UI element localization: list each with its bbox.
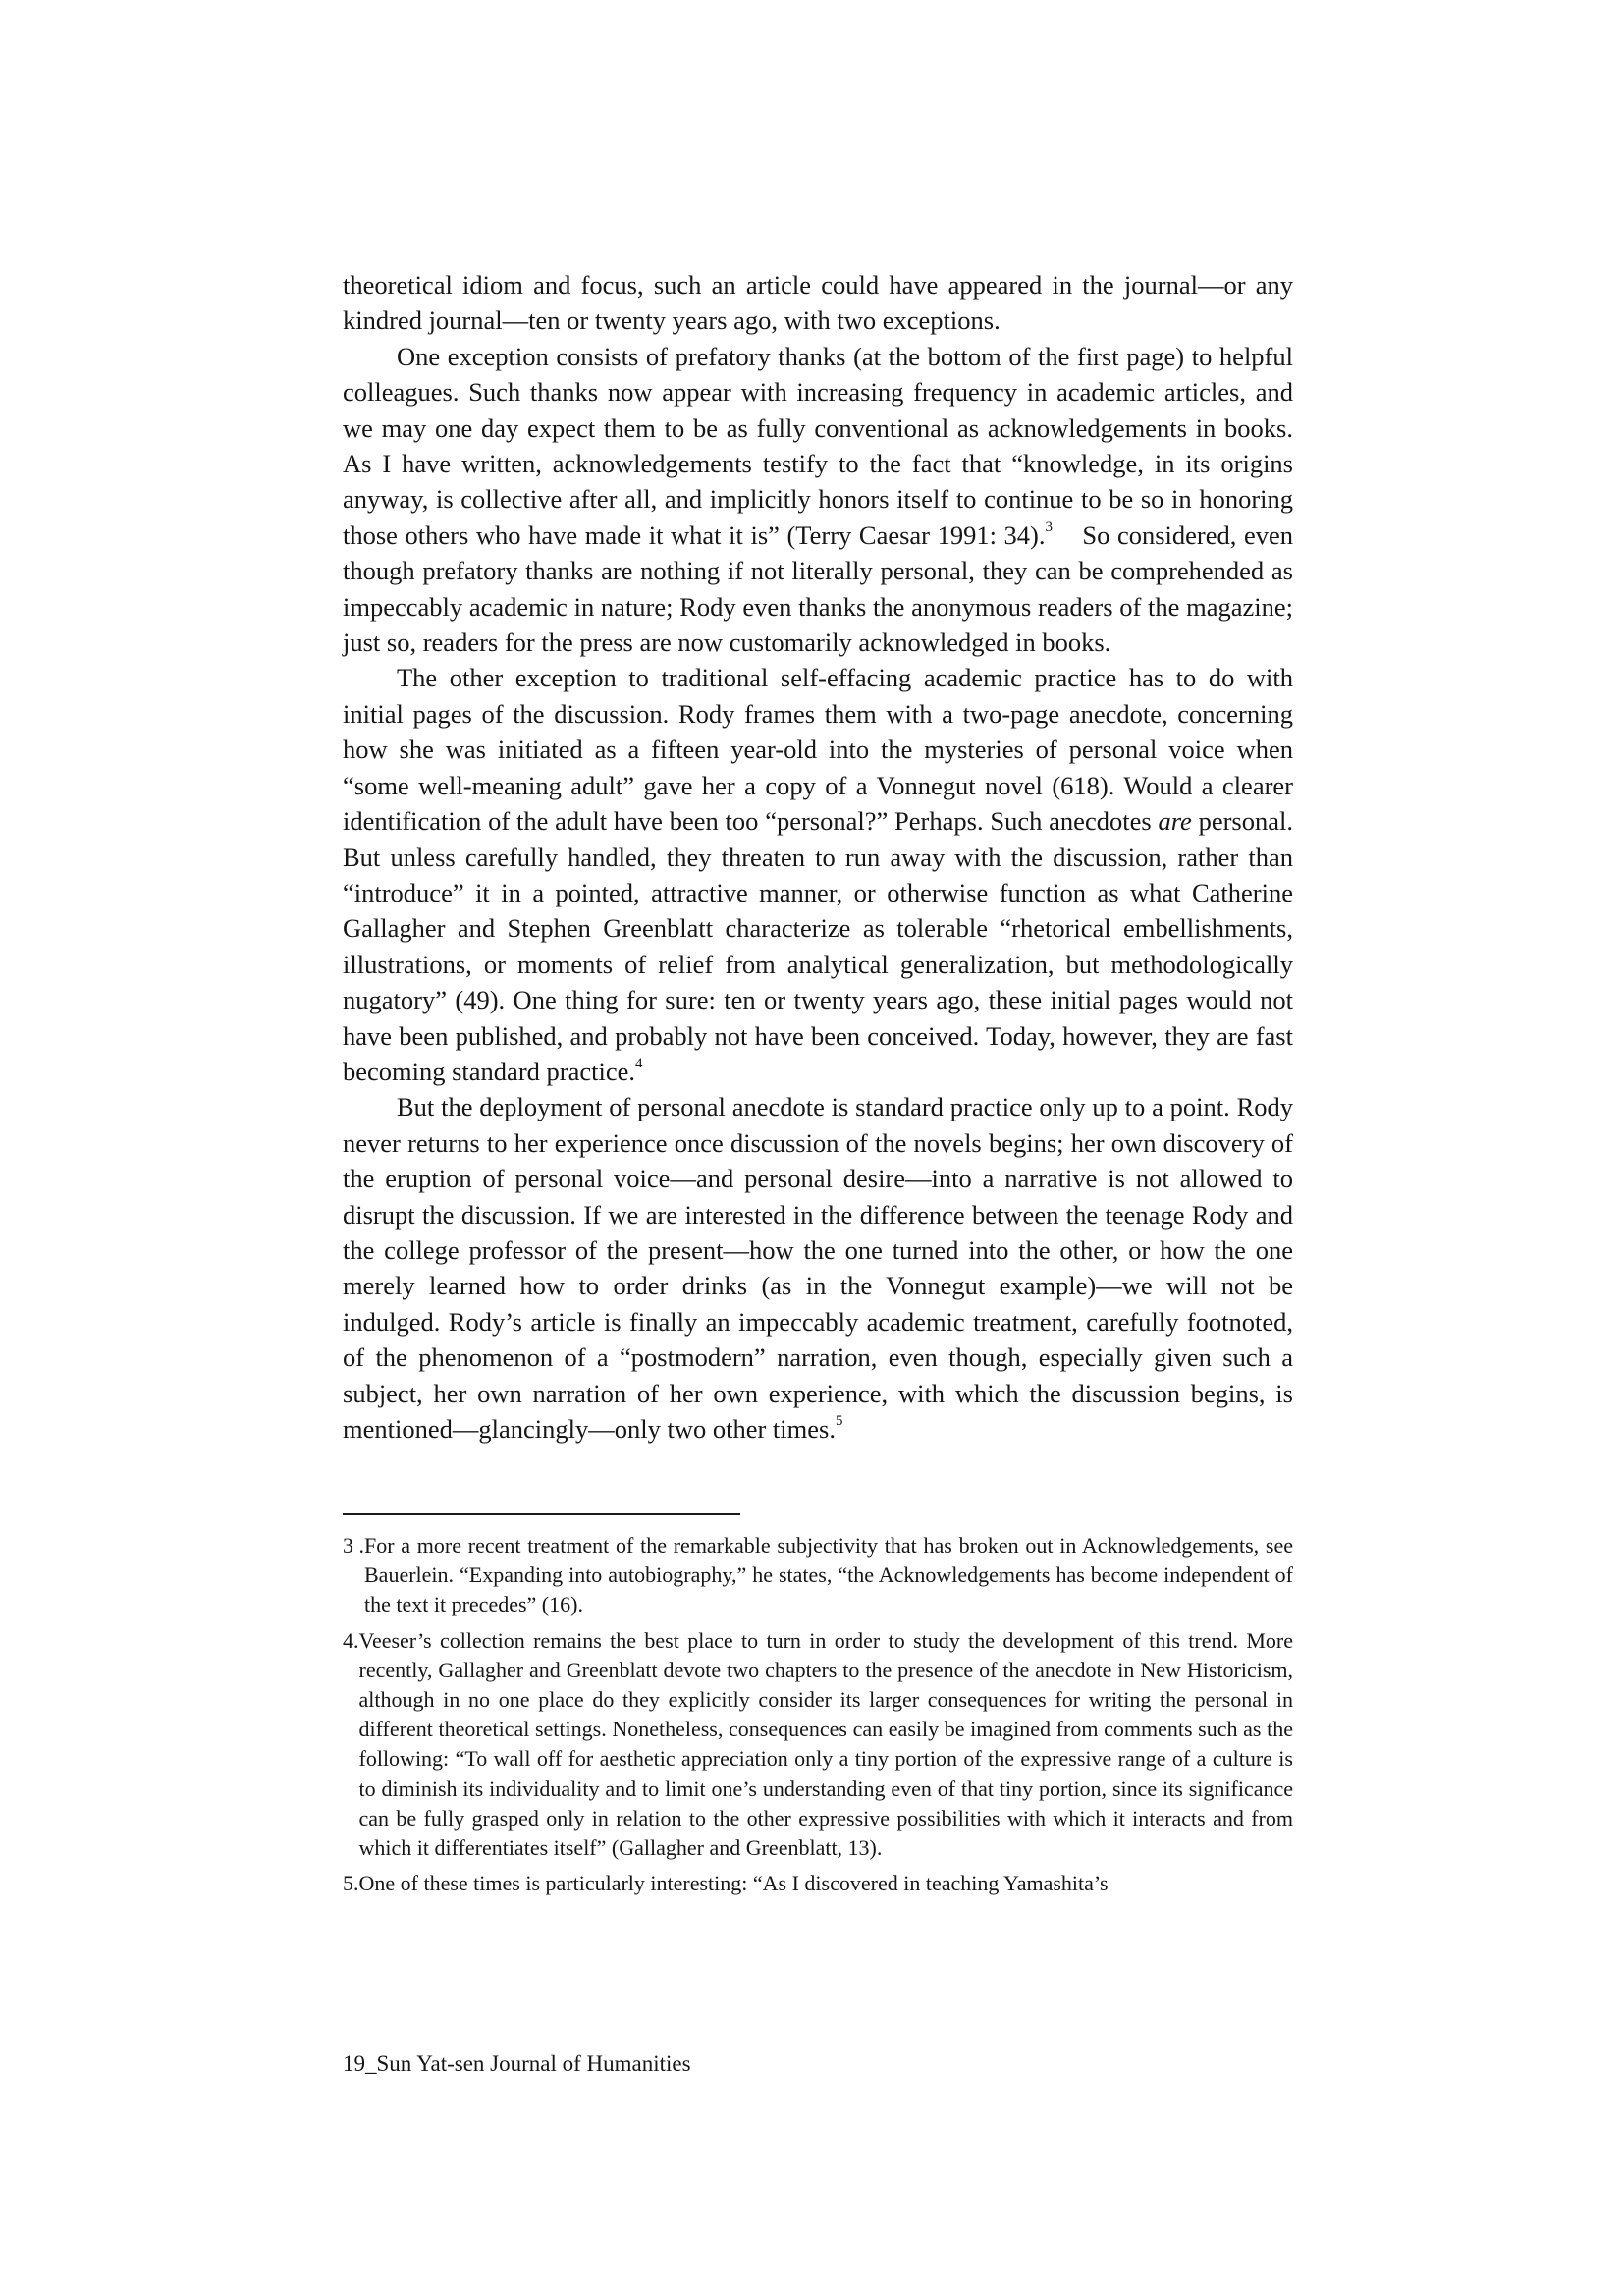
footnote-ref-5[interactable]: 5 — [835, 1413, 843, 1430]
paragraph-2-text-a: One exception consists of prefatory thanks (at the bottom of the first page) to helpful colleagues. Such thanks now appear with increasing frequency in academic articles, and we may one day expect them to be as fully conventional as acknowledgements in books. As I have written, acknowledgements testify to the fact that “knowledge, in its origins anyway, is collective after all, and implicitly honors itself to continue to be so in honoring those others who have made it what it is” (Terry Caesar 1991: 34). — [343, 341, 1293, 550]
paragraph-4 — [343, 1089, 1293, 1447]
paragraph-1 — [343, 267, 1293, 339]
paragraph-4-text: But the deployment of personal anecdote is standard practice only up to a point. Rody never returns to her experience once discussion of the novels begins; her own discovery of the eruption of personal voice—and personal desire—into a narrative is not allowed to disrupt the discussion. If we are interested in the difference between the teenage Rody and the college professor of the present—how the one turned into the other, or how the one merely learned how to order drinks (as in the Vonnegut example)—we will not be indulged. Rody’s article is finally an impeccably academic treatment, carefully footnoted, of the phenomenon of a “postmodern” narration, even though, especially given such a subject, her own narration of her own experience, with which the discussion begins, is mentioned—glancingly—only two other times. — [343, 1092, 1293, 1444]
footnote-text: One of these times is particularly interesting: “As I discovered in teaching Yamashita’s — [358, 1871, 1109, 1896]
footnote-3 — [343, 1531, 1293, 1620]
footnotes — [343, 1531, 1293, 1904]
footnote-number: 5. — [343, 1871, 359, 1896]
footnote-5 — [343, 1869, 1293, 1898]
paragraph-2 — [343, 339, 1293, 661]
footnote-divider — [343, 1513, 740, 1515]
paragraph-3-emphasis: are — [1158, 806, 1192, 837]
paragraph-3-text-b: personal. But unless carefully handled, they threaten to run away with the discussion, rather than “introduce” it in a pointed, attractive manner, or otherwise function as what Catherine Gallagher and Stephen Greenblatt characterize as tolerable “rhetorical embellishments, illustrations, or moments of relief from analytical generalization, but methodologically nugatory” (49). One thing for sure: ten or twenty years ago, these initial pages would not have been published, and probably not have been conceived. Today, however, they are fast becoming standard practice. — [343, 806, 1293, 1086]
paragraph-1-text: theoretical idiom and focus, such an article could have appeared in the journal—or any kindred journal—ten or twenty years ago, with two exceptions. — [343, 270, 1293, 336]
body-text — [343, 267, 1293, 1447]
paragraph-3 — [343, 660, 1293, 1089]
footnote-text: Veeser’s collection remains the best place to turn in order to study the development of this trend. More recently, Gallagher and Greenblatt devote two chapters to the presence of the anecdote in New Historicism, although in no one place do they explicitly consider its larger consequences for writing the personal in different theoretical settings. Nonetheless, consequences can easily be imagined from comments such as the following: “To wall off for aesthetic appreciation only a tiny portion of the expressive range of a culture is to diminish its individuality and to limit one’s understanding even of that tiny portion, since its significance can be fully grasped only in relation to the other expressive possibilities with which it interacts and from which it differentiates itself” (Gallagher and Greenblatt, 13). — [358, 1627, 1293, 1861]
footnote-number: 3 . — [343, 1533, 364, 1558]
running-footer: 19_Sun Yat-sen Journal of Humanities — [343, 2051, 691, 2076]
paragraph-2-text-b: So considered, even though prefatory thanks are nothing if not literally personal, they can be comprehended as impeccably academic in nature; Rody even thanks the anonymous readers of the magazine; just so, readers for the press are now customarily acknowledged in books. — [343, 519, 1293, 658]
footnote-4 — [343, 1626, 1293, 1864]
footnote-ref-3[interactable]: 3 — [1045, 519, 1053, 536]
footnote-number: 4. — [343, 1627, 359, 1653]
footnote-text: For a more recent treatment of the remarkable subjectivity that has broken out in Acknowledgements, see Bauerlein. “Expanding into autobiography,” he states, “the Acknowledgements has become independent of the text it precedes” (16). — [364, 1533, 1293, 1617]
paragraph-3-text-a: The other exception to traditional self-effacing academic practice has to do with initial pages of the discussion. Rody frames them with a two-page anecdote, concerning how she was initiated as a fifteen year-old into the mysteries of personal voice when “some well-meaning adult” gave her a copy of a Vonnegut novel (618). Would a clearer identification of the adult have been too “personal?” Perhaps. Such anecdotes — [343, 663, 1293, 837]
footnote-ref-4[interactable]: 4 — [635, 1056, 643, 1072]
